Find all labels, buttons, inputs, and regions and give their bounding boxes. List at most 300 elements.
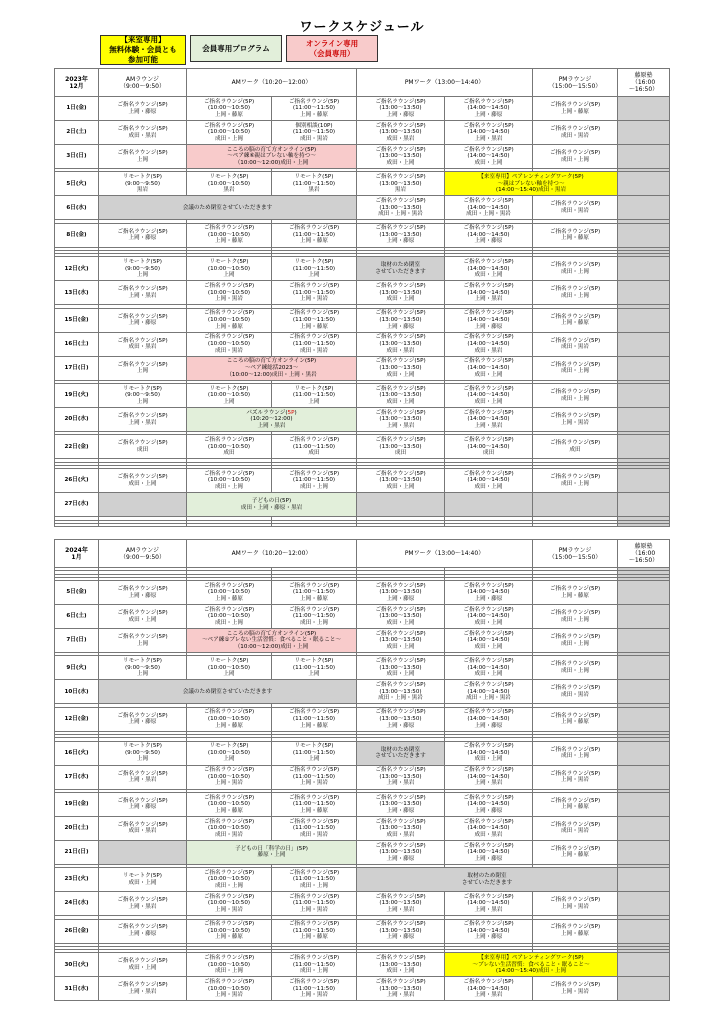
schedule-table-december <box>54 68 670 527</box>
cell-text: させていただきます <box>461 879 513 886</box>
fujiwara-juku-cell <box>618 493 670 517</box>
cell-text: ご指名ラウンジ(5P) <box>117 610 168 617</box>
day-label: 7日(日) <box>55 629 99 653</box>
cell-text: 成田・上岡 <box>474 643 503 650</box>
schedule-cell <box>187 257 272 281</box>
schedule-cell <box>533 469 618 493</box>
schedule-cell <box>187 919 272 943</box>
day-label: 12日(火) <box>55 257 99 281</box>
table-row <box>55 581 670 605</box>
schedule-cell <box>533 741 618 765</box>
day-label: 13日(水) <box>55 281 99 305</box>
fujiwara-juku-cell <box>618 816 670 840</box>
cell-text: 上岡 <box>136 640 149 647</box>
cell-text: (14:00〜14:50) <box>467 105 510 112</box>
cell-text: 上岡・藤原 <box>300 595 328 602</box>
schedule-cell <box>445 707 533 731</box>
cell-text: (13:00〜13:50) <box>379 637 422 644</box>
cell-text: (14:00〜14:50) <box>467 392 510 399</box>
schedule-cell <box>99 332 187 356</box>
cell-text: ご指名ラウンジ(5P) <box>463 283 514 290</box>
cell-text: 成田 <box>569 446 581 453</box>
cell-text: ご指名ラウンジ(5P) <box>463 794 514 801</box>
cell-text: (14:00〜14:50) <box>467 129 510 136</box>
cell-text: 成田・上岡 <box>215 883 243 890</box>
schedule-cell <box>445 493 533 517</box>
cell-text: ご指名ラウンジ(5P) <box>375 582 426 589</box>
cell-text: 上岡 <box>223 756 235 763</box>
cell-text: 成田・上岡 <box>215 619 243 626</box>
cell-text: ご指名ラウンジ(5P) <box>375 122 426 129</box>
cell-text: 成田・上岡 <box>300 619 328 626</box>
schedule-cell <box>272 308 357 332</box>
cell-text: ご指名ラウンジ(5P) <box>463 743 514 750</box>
cell-text: (11:00〜11:50) <box>292 927 336 934</box>
schedule-cell <box>357 408 445 432</box>
cell-text: ご指名ラウンジ(5P) <box>549 313 601 320</box>
cell-text: 〜ペア練⑥親はブレない軸を持つ〜 <box>227 153 316 160</box>
fujiwara-juku-cell <box>618 308 670 332</box>
cell-text: 上岡・黒岩 <box>128 419 157 426</box>
day-label: 12日(金) <box>55 707 99 731</box>
cell-text: 成田・上岡 <box>215 484 243 491</box>
table-header <box>55 69 670 97</box>
schedule-cell <box>187 977 272 1001</box>
schedule-cell <box>99 656 187 680</box>
cell-text: 成田・上岡 <box>474 371 503 378</box>
cell-text: 上岡・藤原 <box>215 323 243 330</box>
cell-text: 上岡・藤原 <box>561 931 589 938</box>
cell-text: 上岡・黒岩 <box>386 907 415 914</box>
day-label: 9日(火) <box>55 656 99 680</box>
schedule-cell <box>445 196 533 220</box>
schedule-cell <box>445 977 533 1001</box>
cell-text: (10:00〜10:50) <box>207 316 251 323</box>
schedule-cell <box>445 257 533 281</box>
cell-text: ご指名ラウンジ(5P) <box>375 818 426 825</box>
fujiwara-juku-cell <box>618 765 670 789</box>
cell-text: (13:00〜13:50) <box>379 664 422 671</box>
cell-text: 成田・上岡 <box>561 156 589 163</box>
cell-text: 子どもの日(5P) <box>251 498 292 505</box>
table-row <box>55 196 670 220</box>
cell-text: ご指名ラウンジ(5P) <box>375 893 426 900</box>
table-row <box>55 384 670 408</box>
schedule-cell <box>99 145 187 169</box>
cell-text: 上岡 <box>136 756 149 763</box>
cell-text: (10:00〜10:50) <box>207 129 251 136</box>
schedule-cell <box>533 493 618 517</box>
cell-text: ご指名ラウンジ(5P) <box>375 358 426 365</box>
cell-text: ご指名ラウンジ(5P) <box>117 313 168 320</box>
day-label: 20日(水) <box>55 408 99 432</box>
schedule-cell <box>533 384 618 408</box>
cell-text: 成田・上岡 <box>561 616 589 623</box>
cell-text: ご指名ラウンジ(5P) <box>117 337 168 344</box>
cell-text: ご指名ラウンジ(5P) <box>203 310 255 317</box>
cell-text: 上岡・藤原 <box>386 238 415 245</box>
header-cell <box>618 540 670 568</box>
cell-text: 上岡・黒岩 <box>386 992 415 999</box>
schedule-cell <box>533 308 618 332</box>
cell-text: (14:00〜15:40)成田・上岡 <box>495 968 567 975</box>
schedule-cell <box>272 977 357 1001</box>
cell-text: ご指名ラウンジ(5P) <box>463 98 514 105</box>
cell-text: ご指名ラウンジ(5P) <box>288 225 340 232</box>
cell-text: (10:00〜10:50) <box>207 289 251 296</box>
cell-text: ご指名ラウンジ(5P) <box>203 582 255 589</box>
cell-text: (14:00〜14:50) <box>467 153 510 160</box>
cell-text: 成田・上岡 <box>215 968 243 975</box>
cell-text: (13:00〜13:50) <box>379 180 422 187</box>
cell-text: ご指名ラウンジ(5P) <box>463 582 514 589</box>
schedule-cell <box>533 656 618 680</box>
fujiwara-juku-cell <box>618 469 670 493</box>
cell-text: ご指名ラウンジ(5P) <box>549 228 601 235</box>
cell-text: (14:00〜14:50) <box>467 477 510 484</box>
table-row <box>55 408 670 432</box>
schedule-cell <box>533 792 618 816</box>
cell-text: (14:00〜14:50) <box>467 316 510 323</box>
cell-text: 取材のため閉室 <box>467 873 507 880</box>
table-row <box>55 868 670 892</box>
schedule-cell <box>533 680 618 704</box>
cell-text: こころの脳の育て方オンライン(5P) <box>226 358 317 365</box>
cell-text: (11:00〜11:50) <box>292 105 336 112</box>
fujiwara-juku-cell <box>618 281 670 305</box>
cell-text: 成田・上岡・黒岩 <box>378 695 423 702</box>
cell-text: (13:00〜13:50) <box>379 613 422 620</box>
cell-text: 上岡 <box>223 671 235 678</box>
cell-text: ご指名ラウンジ(5P) <box>375 283 426 290</box>
legend-walkin <box>100 35 186 65</box>
schedule-cell <box>99 384 187 408</box>
schedule-cell <box>99 840 187 864</box>
schedule-cell <box>533 97 618 121</box>
cell-text: リモートク(5P) <box>294 743 334 750</box>
cell-text: (10:00〜10:50) <box>207 773 251 780</box>
fujiwara-juku-cell <box>618 408 670 432</box>
cell-text: 成田・黒岩 <box>561 132 589 139</box>
fujiwara-juku-cell <box>618 680 670 704</box>
cell-text: ご指名ラウンジ(5P) <box>549 685 601 692</box>
schedule-cell <box>99 356 187 380</box>
fujiwara-juku-cell <box>618 332 670 356</box>
cell-text: 上岡・藤原 <box>215 722 243 729</box>
cell-text: ご指名ラウンジ(5P) <box>288 436 340 443</box>
cell-text: 上岡・藤原 <box>474 238 503 245</box>
cell-text: 成田・上岡 <box>386 398 415 405</box>
cell-text: 上岡・藤原 <box>300 111 328 118</box>
cell-text: 上岡・黒岩 <box>386 422 415 429</box>
schedule-cell <box>533 121 618 145</box>
cell-text: 成田・上岡 <box>386 159 415 166</box>
schedule-cell <box>357 384 445 408</box>
day-label: 30日(火) <box>55 953 99 977</box>
day-label: 15日(金) <box>55 308 99 332</box>
cell-text: ご指名ラウンジ(5P) <box>117 770 168 777</box>
cell-text: ご指名ラウンジ(5P) <box>463 979 514 986</box>
schedule-cell <box>187 892 272 916</box>
schedule-cell <box>99 121 187 145</box>
cell-text: 会議のため閉室させていただきます <box>182 204 273 211</box>
schedule-cell <box>187 868 272 892</box>
cell-text: (13:00〜13:50) <box>379 801 422 808</box>
schedule-cell <box>99 977 187 1001</box>
cell-text: ご指名ラウンジ(5P) <box>463 606 514 613</box>
schedule-cell <box>533 281 618 305</box>
cell-text: (11:00〜11:50) <box>292 316 336 323</box>
schedule-cell <box>357 605 445 629</box>
cell-text: （16:00 <box>631 550 656 557</box>
cell-text: ご指名ラウンジ(5P) <box>375 334 426 341</box>
cell-text: 上岡・藤原 <box>128 235 157 242</box>
cell-text: ご指名ラウンジ(5P) <box>375 682 426 689</box>
cell-text: ご指名ラウンジ(5P) <box>117 440 168 447</box>
cell-text: ご指名ラウンジ(5P) <box>288 470 340 477</box>
table-row <box>55 469 670 493</box>
cell-text: ご指名ラウンジ(5P) <box>375 310 426 317</box>
schedule-cell <box>445 765 533 789</box>
cell-text: 成田・上岡 <box>474 398 503 405</box>
table-row <box>55 741 670 765</box>
fujiwara-juku-cell <box>618 977 670 1001</box>
cell-text: ご指名ラウンジ(5P) <box>549 388 601 395</box>
header-cell <box>55 540 99 568</box>
day-label: 27日(水) <box>55 493 99 517</box>
table-row <box>55 356 670 380</box>
cell-text: 上岡・黒岩 <box>474 992 503 999</box>
cell-text: (10:00〜10:50) <box>207 801 251 808</box>
cell-text: ご指名ラウンジ(5P) <box>375 794 426 801</box>
cell-text: (13:00〜13:50) <box>379 688 422 695</box>
cell-text: (10:00〜10:50) <box>207 825 251 832</box>
cell-text: (10:00〜10:50) <box>207 180 251 187</box>
table-row <box>55 493 670 517</box>
cell-text: 成田・黒岩 <box>561 207 589 214</box>
cell-text: ご指名ラウンジ(5P) <box>463 225 514 232</box>
cell-text: ご指名ラウンジ(5P) <box>549 661 601 668</box>
cell-text: (14:00〜14:50) <box>467 985 510 992</box>
cell-text: (11:00〜11:50) <box>292 801 336 808</box>
cell-text: （15:00〜15:50） <box>548 553 602 561</box>
schedule-cell <box>272 919 357 943</box>
cell-text: ご指名ラウンジ(5P) <box>117 228 168 235</box>
cell-text: ご指名ラウンジ(5P) <box>549 924 601 931</box>
schedule-cell <box>99 581 187 605</box>
cell-text: ご指名ラウンジ(5P) <box>549 337 601 344</box>
cell-text: 上岡・藤原 <box>386 934 415 941</box>
schedule-cell <box>533 257 618 281</box>
cell-text: ご指名ラウンジ(5P) <box>375 197 426 204</box>
cell-text: PMラウンジ <box>558 75 592 83</box>
cell-text: (14:00〜14:50) <box>467 416 510 423</box>
cell-text: ご指名ラウンジ(5P) <box>117 634 168 641</box>
schedule-cell <box>272 892 357 916</box>
schedule-cell <box>272 605 357 629</box>
cell-text: ご指名ラウンジ(5P) <box>549 201 601 208</box>
cell-text: (14:00〜14:50) <box>467 773 510 780</box>
cell-text: 上岡・藤原 <box>386 595 415 602</box>
table-row <box>55 792 670 816</box>
table-row <box>55 332 670 356</box>
cell-text: 上岡・黒岩 <box>215 296 243 303</box>
cell-text: (11:00〜11:50) <box>292 825 336 832</box>
cell-text: ご指名ラウンジ(5P) <box>375 606 426 613</box>
cell-text: 成田 <box>136 446 149 453</box>
cell-text: (14:00〜14:50) <box>467 231 510 238</box>
cell-text: 上岡・藤原 <box>300 934 328 941</box>
fujiwara-juku-cell <box>618 581 670 605</box>
cell-text: ご指名ラウンジ(5P) <box>203 979 255 986</box>
cell-text: ご指名ラウンジ(5P) <box>288 818 340 825</box>
cell-text: 成田 <box>308 450 320 457</box>
schedule-cell <box>187 97 272 121</box>
cell-text: 上岡・藤原 <box>215 595 243 602</box>
cell-text: 1月 <box>71 553 82 561</box>
closed-day-cell <box>533 523 618 526</box>
schedule-cell <box>187 356 357 380</box>
table-row <box>55 97 670 121</box>
cell-text: 成田・上岡 <box>474 619 503 626</box>
cell-text: ご指名ラウンジ(5P) <box>117 797 168 804</box>
schedule-cell <box>187 145 357 169</box>
cell-text: 上岡 <box>136 156 149 163</box>
table-row <box>55 892 670 916</box>
table-row <box>55 816 670 840</box>
cell-text: ご指名ラウンジ(5P) <box>117 286 168 293</box>
cell-text: 上岡・藤原 <box>128 719 157 726</box>
cell-text: ご指名ラウンジ(5P) <box>463 146 514 153</box>
cell-text: ご指名ラウンジ(5P) <box>117 897 168 904</box>
table-row <box>55 680 670 704</box>
schedule-cell <box>272 656 357 680</box>
cell-text: （9:00〜9:50） <box>120 82 165 90</box>
cell-text: 個別相談(10P) <box>295 122 333 129</box>
cell-text: 上岡・藤原 <box>474 595 503 602</box>
fujiwara-juku-cell <box>618 868 670 892</box>
schedule-cell <box>187 629 357 653</box>
table-row <box>55 605 670 629</box>
cell-text: ご指名ラウンジ(5P) <box>375 470 426 477</box>
schedule-cell <box>533 816 618 840</box>
cell-text: ご指名ラウンジ(5P) <box>549 821 601 828</box>
cell-text: 成田・黒岩 <box>128 828 157 835</box>
day-label: 10日(水) <box>55 680 99 704</box>
cell-text: AMワーク（10:20〜12:00） <box>231 79 312 86</box>
header-cell <box>187 540 357 568</box>
cell-text: ご指名ラウンジ(5P) <box>375 173 426 180</box>
schedule-cell <box>187 656 272 680</box>
cell-text: ご指名ラウンジ(5P) <box>288 334 340 341</box>
schedule-cell <box>187 408 357 432</box>
cell-text: ご指名ラウンジ(5P) <box>463 842 514 849</box>
day-label: 16日(土) <box>55 332 99 356</box>
schedule-cell <box>445 332 533 356</box>
schedule-cell <box>99 892 187 916</box>
cell-text: (14:00〜14:50) <box>467 688 510 695</box>
cell-text: 上岡・藤原 <box>128 804 157 811</box>
schedule-cell <box>99 741 187 765</box>
schedule-cell <box>533 196 618 220</box>
cell-text: 【来室専用】ペアレンティングワーク(5P) <box>478 955 584 962</box>
cell-text: 黒岩 <box>223 187 235 194</box>
cell-text: ご指名ラウンジ(5P) <box>549 262 601 269</box>
cell-text: ご指名ラウンジ(5P) <box>463 767 514 774</box>
cell-text: (10:00〜10:50) <box>207 589 251 596</box>
schedule-cell <box>533 408 618 432</box>
cell-text: ご指名ラウンジ(5P) <box>203 606 255 613</box>
cell-text: 成田・上岡 <box>300 883 328 890</box>
cell-text: (14:00〜15:40)成田・黒岩 <box>495 187 567 194</box>
cell-text: 上岡 <box>136 671 149 678</box>
cell-text: (13:00〜13:50) <box>379 927 422 934</box>
cell-text: リモートク(5P) <box>123 743 162 750</box>
schedule-cell <box>187 707 272 731</box>
cell-text: (13:00〜13:50) <box>379 443 422 450</box>
cell-text: 上岡・藤原 <box>561 852 589 859</box>
fujiwara-juku-cell <box>618 741 670 765</box>
cell-text: (14:00〜14:50) <box>467 849 510 856</box>
cell-text: (10:00〜10:50) <box>207 340 251 347</box>
schedule-cell <box>99 223 187 247</box>
schedule-cell <box>357 792 445 816</box>
table-row <box>55 707 670 731</box>
schedule-cell <box>533 356 618 380</box>
cell-text: (11:00〜11:50) <box>292 664 336 671</box>
cell-text: 上岡・藤原 <box>128 931 157 938</box>
cell-text: ご指名ラウンジ(5P) <box>549 412 601 419</box>
legend-text: 参加可能 <box>128 55 158 64</box>
cell-text: 成田・上岡 <box>300 484 328 491</box>
schedule-cell <box>272 121 357 145</box>
cell-text: 上岡・藤原 <box>215 934 243 941</box>
cell-text: (13:00〜13:50) <box>379 849 422 856</box>
cell-text: ご指名ラウンジ(5P) <box>463 658 514 665</box>
cell-text: (13:00〜13:50) <box>379 477 422 484</box>
fujiwara-juku-cell <box>618 629 670 653</box>
closed-day-cell <box>272 523 357 526</box>
schedule-cell <box>99 308 187 332</box>
schedule-cell <box>445 223 533 247</box>
cell-text: 成田・上岡 <box>128 879 157 886</box>
cell-text: ご指名ラウンジ(5P) <box>375 979 426 986</box>
cell-text: させていただきます <box>375 753 426 760</box>
cell-text: (10:00〜10:50) <box>207 927 251 934</box>
header-cell <box>533 69 618 97</box>
cell-text: 上岡・藤原 <box>128 592 157 599</box>
cell-text: (13:00〜13:50) <box>379 416 422 423</box>
day-label: 26日(金) <box>55 919 99 943</box>
cell-text: 成田・黒岩 <box>386 135 415 142</box>
schedule-cell <box>272 257 357 281</box>
cell-text: (13:00〜13:50) <box>379 961 422 968</box>
schedule-cell <box>99 816 187 840</box>
cell-text: ご指名ラウンジ(5P) <box>288 98 340 105</box>
fujiwara-juku-cell <box>618 356 670 380</box>
cell-text: ご指名ラウンジ(5P) <box>549 286 601 293</box>
cell-text: ご指名ラウンジ(5P) <box>463 122 514 129</box>
cell-text: 成田・上岡 <box>128 480 157 487</box>
cell-text: 成田・上岡 <box>386 968 415 975</box>
cell-text: (14:00〜14:50) <box>467 927 510 934</box>
cell-text: ご指名ラウンジ(5P) <box>549 610 601 617</box>
schedule-cell <box>357 816 445 840</box>
cell-text: ご指名ラウンジ(5P) <box>549 634 601 641</box>
cell-text: ご指名ラウンジ(5P) <box>549 770 601 777</box>
day-label: 20日(土) <box>55 816 99 840</box>
cell-text: 取材のため閉室 <box>380 746 421 753</box>
